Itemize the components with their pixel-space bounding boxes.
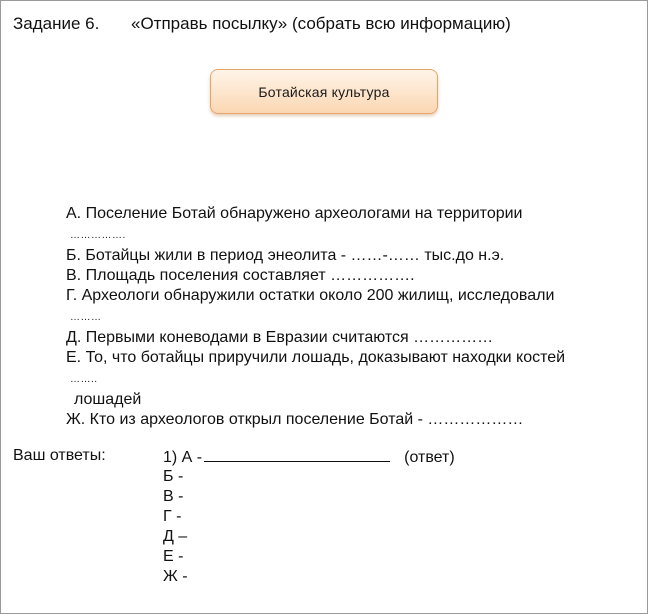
task-number: Задание 6. — [13, 14, 100, 33]
question-zh — [66, 410, 636, 430]
questions-list — [66, 204, 636, 430]
answer-row-a — [163, 447, 455, 467]
question-text: Площадь поселения составляет ……………. — [81, 267, 415, 284]
question-letter: Д. — [66, 329, 82, 346]
question-text: То, что ботайцы приручили лошадь, доказывают находки костей — [81, 349, 566, 366]
question-letter: В. — [66, 267, 82, 284]
question-letter: А. — [66, 205, 82, 222]
question-text: Ботайцы жили в период энеолита - ……-…… тыс.до н.э. — [80, 247, 505, 264]
question-letter: Г. — [66, 287, 78, 304]
question-letter: Е. — [66, 349, 82, 366]
answers-block — [163, 447, 455, 587]
answer-row-e: Е - — [163, 548, 184, 565]
question-letter: Ж. — [66, 411, 86, 428]
task-title: «Отправь посылку» (собрать всю информацию) — [131, 14, 511, 33]
answer-row-v: В - — [163, 488, 184, 505]
answer-row-zh: Ж - — [163, 568, 188, 585]
blank-dots: …….. — [70, 374, 98, 385]
question-d — [66, 328, 636, 348]
answer-blank-line[interactable] — [204, 447, 390, 462]
question-a — [66, 204, 636, 224]
topic-button[interactable]: Ботайская культура — [210, 69, 438, 114]
question-v — [66, 266, 636, 286]
question-e-continuation — [66, 368, 636, 390]
question-text: Археологи обнаружили остатки около 200 жилищ, исследовали — [77, 287, 555, 304]
question-b — [66, 246, 636, 266]
question-letter: Б. — [66, 247, 81, 264]
answer-note: (ответ) — [404, 449, 455, 466]
question-a-continuation — [66, 224, 636, 246]
question-text: Кто из археологов открыл поселение Ботай - ……………… — [85, 411, 524, 428]
question-text: лошадей — [74, 391, 142, 408]
answers-label: Ваш ответы: — [13, 447, 106, 464]
blank-dots: ……………. — [70, 230, 126, 241]
question-g — [66, 286, 636, 306]
question-e-continuation-2 — [66, 390, 636, 410]
question-g-continuation — [66, 306, 636, 328]
question-e — [66, 348, 636, 368]
answer-row-d: Д – — [163, 528, 188, 545]
answer-row-g: Г - — [163, 508, 182, 525]
answer-prefix: 1) А - — [163, 449, 203, 466]
blank-dots: ……… — [70, 312, 102, 323]
question-text: Первыми коневодами в Евразии считаются …………… — [81, 329, 494, 346]
task-header — [13, 14, 511, 34]
question-text: Поселение Ботай обнаружено археологами на территории — [81, 205, 523, 222]
answer-row-b: Б - — [163, 468, 184, 485]
